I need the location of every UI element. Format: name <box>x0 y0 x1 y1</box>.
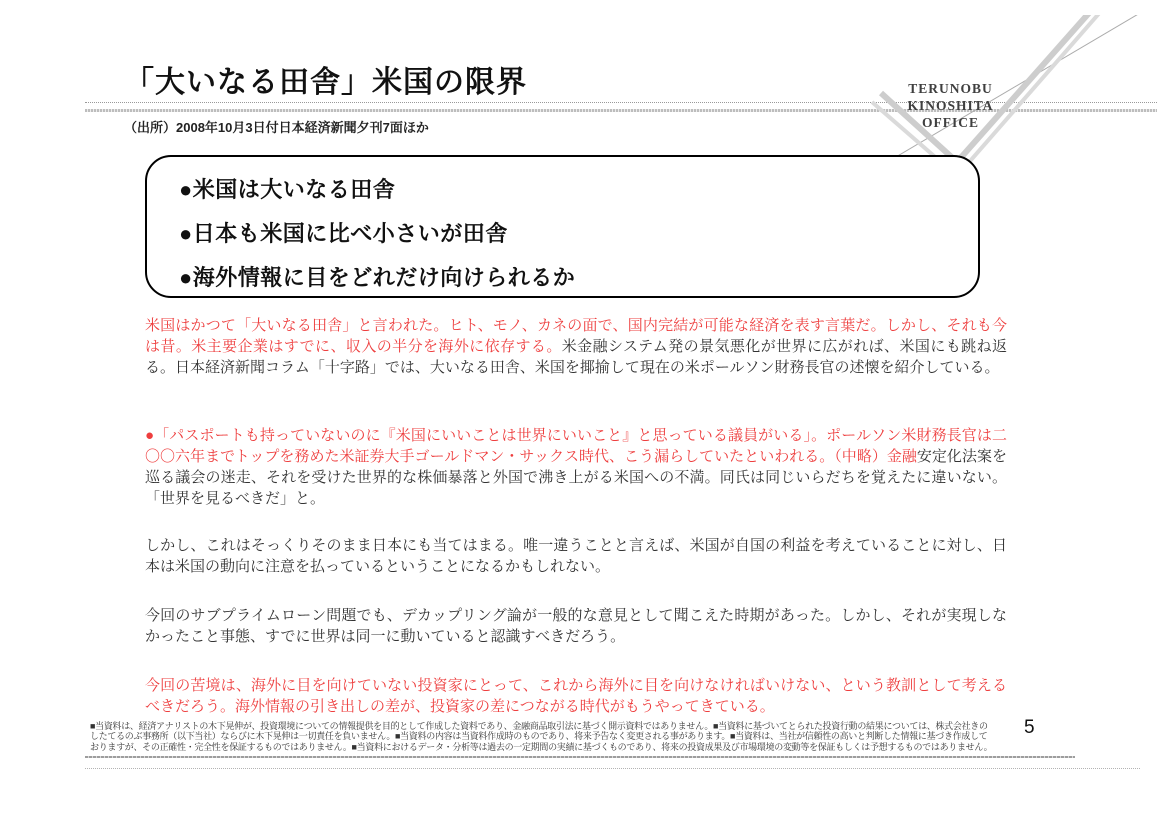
paragraph-3 <box>145 535 1007 577</box>
logo-line-1: TERUNOBU <box>908 81 993 96</box>
disclaimer-line-1: ■当資料は、経済アナリストの木下晃伸が、投資環境についての情報提供を目的として作成した資料であり、金融商品取引法に基づく開示資料ではありません。■当資料に基づいてとられた投資行動の結果については、株式会社きの <box>90 721 988 731</box>
logo-line-2: KINOSHITA <box>907 98 994 113</box>
key-bullet-1: ●米国は大いなる田舎 <box>179 177 396 202</box>
paragraph-1-segment-red: 米国はかつて「大いなる田舎」と言われた。ヒト、モノ、カネの面で、国内完結が可能な経済を表す言葉だ。しかし、それも今は昔。米主要企業はすでに、収入の半分を海外に依存する。 <box>145 317 1007 355</box>
key-bullet-2: ●日本も米国に比べ小さいが田舎 <box>179 221 508 246</box>
source-caption: （出所）2008年10月3日付日本経済新聞夕刊7面ほか <box>124 120 429 135</box>
page-title: 「大いなる田舎」米国の限界 <box>124 66 527 99</box>
key-bullet-3: ●海外情報に目をどれだけ向けられるか <box>179 265 576 290</box>
disclaimer-block <box>90 721 992 752</box>
paragraph-1-segment-black: 米金融システム発の景気悪化が世界に広がれば、米国にも跳ね返る。日本経済新聞コラム「十字路」では、大いなる田舎、米国を揶揄して現在の米ポールソン財務長官の述懐を紹介している。 <box>145 338 1007 376</box>
paragraph-1 <box>145 315 1007 378</box>
footer-divider-bottom <box>85 768 1140 769</box>
paragraph-5 <box>145 675 1007 717</box>
paragraph-4 <box>145 605 1007 647</box>
logo-wordmark <box>868 80 1033 131</box>
disclaimer-line-3: おりますが、その正確性・完全性を保証するものではありません。■当資料におけるデータ・分析等は過去の一定期間の実績に基づくものであり、将来の投資成果及び市場環境の変動等を保証もしくは予想するものではありません。 <box>90 741 993 752</box>
paragraph-3-segment: しかし、これはそっくりそのまま日本にも当てはまる。唯一違うことと言えば、米国が自国の利益を考えていることに対し、日本は米国の動向に注意を払っているということになるかもしれない。 <box>145 537 1007 575</box>
footer-divider-top <box>85 756 1075 758</box>
logo-line-3: OFFICE <box>921 115 979 130</box>
disclaimer-line-2: したてるのぶ事務所（以下当社）ならびに木下晃伸は一切責任を負いません。■当資料の内容は当資料作成時のものであり、将来予告なく変更される事があります。■当資料は、当社が信頼性の高いと判断した情報に基づき作成して <box>90 731 988 742</box>
paragraph-2-segment-black: 安定化法案を巡る議会の迷走、それを受けた世界的な株価暴落と外国で沸き上がる米国への不満。同氏は同じいらだちを覚えたに違いない。「世界を見るべきだ」と。 <box>145 448 1007 507</box>
paragraph-5-segment: 今回の苦境は、海外に目を向けていない投資家にとって、これから海外に目を向けなければいけない、という教訓として考えるべきだろう。海外情報の引き出しの差が、投資家の差につながる時代がもうやってきている。 <box>145 677 1007 715</box>
paragraph-2-segment-red: ●「パスポートも持っていないのに『米国にいいことは世界にいいこと』と思っている議員がいる」。ポールソン米財務長官は二〇〇六年までトップを務めた米証券大手ゴールドマン・サックス時代、こう漏らしていたといわれる。（中略）金融 <box>145 427 1007 465</box>
paragraph-2 <box>145 425 1007 509</box>
key-message-box <box>145 155 980 298</box>
page-number: 5 <box>1024 717 1035 738</box>
paragraph-4-segment: 今回のサブプライムローン問題でも、デカップリング論が一般的な意見として聞こえた時期があった。しかし、それが実現しなかったこと事態、すでに世界は同一に動いていると認識すべきだろう。 <box>145 607 1007 645</box>
